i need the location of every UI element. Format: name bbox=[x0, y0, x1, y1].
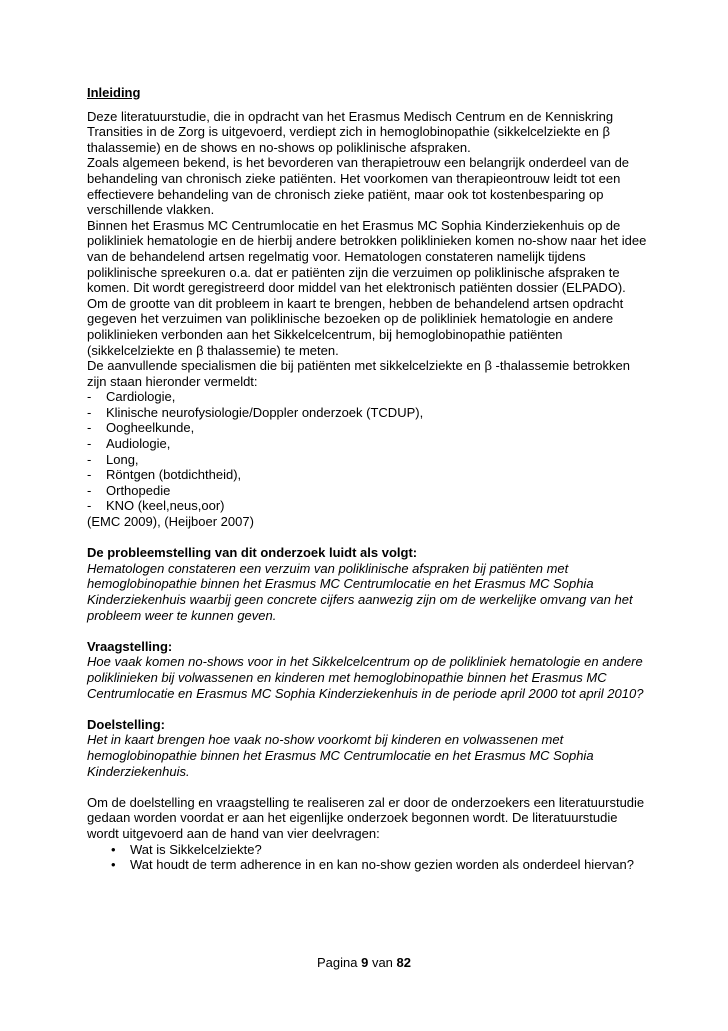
reference-text: (EMC 2009), (Heijboer 2007) bbox=[87, 514, 254, 530]
problem-heading: De probleemstelling van dit onderzoek luidt als volgt: bbox=[87, 545, 418, 561]
document-page bbox=[87, 85, 647, 873]
question-heading: Vraagstelling: bbox=[87, 638, 173, 654]
list-item: - Audiologie, bbox=[87, 436, 171, 452]
problem-text: Hematologen constateren een verzuim van poliklinische afspraken bij patiënten met hemoglobinopathie binnen het Erasmus MC Centrumlocatie en het Erasmus MC Sophia Kinderziekenhuis waarbij geen concrete cijfers aanwezig zijn om de werkelijke omvang van het probleem weer te kunnen geven. bbox=[87, 560, 633, 623]
intro-paragraph-5: De aanvullende specialismen die bij patiënten met sikkelcelziekte en β -thalassemie betrokken zijn staan hieronder vermeldt: bbox=[87, 358, 630, 389]
list-item: - Cardiologie, bbox=[87, 389, 176, 405]
list-item: • Wat houdt de term adherence in en kan no-show gezien worden als onderdeel hiervan? bbox=[111, 857, 634, 873]
footer-prefix: Pagina bbox=[316, 955, 358, 970]
section-heading-inleiding: Inleiding bbox=[87, 85, 141, 100]
list-item: - Klinische neurofysiologie/Doppler onderzoek (TCDUP), bbox=[87, 404, 424, 420]
goal-text: Het in kaart brengen hoe vaak no-show voorkomt bij kinderen en volwassenen met hemoglobinopathie binnen het Erasmus MC Centrumlocatie en het Erasmus MC Sophia Kinderziekenhuis. bbox=[87, 732, 594, 779]
footer-page-number: 9 bbox=[361, 955, 369, 970]
footer-page-total: 82 bbox=[396, 955, 412, 970]
list-item: - Orthopedie bbox=[87, 482, 171, 498]
question-text: Hoe vaak komen no-shows voor in het Sikkelcelcentrum op de polikliniek hematologie en andere poliklinieken bij volwassenen en kinderen met hemoglobinopathie binnen het Erasmus MC Centrumlocatie en Erasmus MC Sophia Kinderziekenhuis in de periode april 2000 tot april 2010? bbox=[87, 654, 644, 701]
intro-paragraph-1: Deze literatuurstudie, die in opdracht van het Erasmus Medisch Centrum en de Kenniskring Transities in de Zorg is uitgevoerd, verdiept zich in hemoglobinopathie (sikkelcelziekte en β thalassemie) en de shows en no-shows op poliklinische afspraken. bbox=[87, 108, 614, 155]
closing-paragraph: Om de doelstelling en vraagstelling te realiseren zal er door de onderzoekers een literatuurstudie gedaan worden voordat er aan het eigenlijke onderzoek begonnen wordt. De literatuurstudie wordt uitgevoerd aan de hand van vier deelvragen: bbox=[87, 794, 645, 841]
subquestion-list bbox=[87, 842, 647, 873]
list-item: • Wat is Sikkelcelziekte? bbox=[111, 841, 262, 857]
list-item: - Röntgen (botdichtheid), bbox=[87, 467, 242, 483]
list-item: - KNO (keel,neus,oor) bbox=[87, 498, 225, 514]
intro-paragraph-3: Binnen het Erasmus MC Centrumlocatie en het Erasmus MC Sophia Kinderziekenhuis op de polikliniek hematologie en de hierbij andere betrokken poliklinieken komen no-show naar het idee van de behandelend artsen regelmatig voor. Hematologen constateren namelijk tijdens poliklinische spreekuren o.a. dat er patiënten zijn die verzuimen op poliklinische afspraken te komen. Dit wordt geregistreerd door middel van het elektronisch patiënten dossier (ELPADO). bbox=[87, 217, 647, 296]
bullet-icon: • bbox=[111, 857, 116, 873]
page-footer bbox=[0, 955, 728, 970]
footer-middle: van bbox=[371, 955, 393, 970]
list-item: - Oogheelkunde, bbox=[87, 420, 195, 436]
goal-heading: Doelstelling: bbox=[87, 716, 166, 732]
list-item: - Long, bbox=[87, 451, 139, 467]
bullet-icon: • bbox=[111, 841, 116, 857]
intro-paragraph-4: Om de grootte van dit probleem in kaart te brengen, hebben de behandelend artsen opdracht gegeven het verzuimen van poliklinische bezoeken op de polikliniek hematologie en andere poliklinieken verbonden aan het Sikkelcelcentrum, bij hemoglobinopathie patiënten (sikkelcelziekte en β thalassemie) te meten. bbox=[87, 295, 624, 358]
intro-paragraph-2: Zoals algemeen bekend, is het bevorderen van therapietrouw een belangrijk onderdeel van de behandeling van chronisch zieke patiënten. Het voorkomen van therapieontrouw leidt tot een effectievere behandeling van de chronisch zieke patiënt, maar ook tot kostenbesparing op verschillende vlakken. bbox=[87, 155, 630, 218]
specialism-list bbox=[87, 389, 647, 514]
